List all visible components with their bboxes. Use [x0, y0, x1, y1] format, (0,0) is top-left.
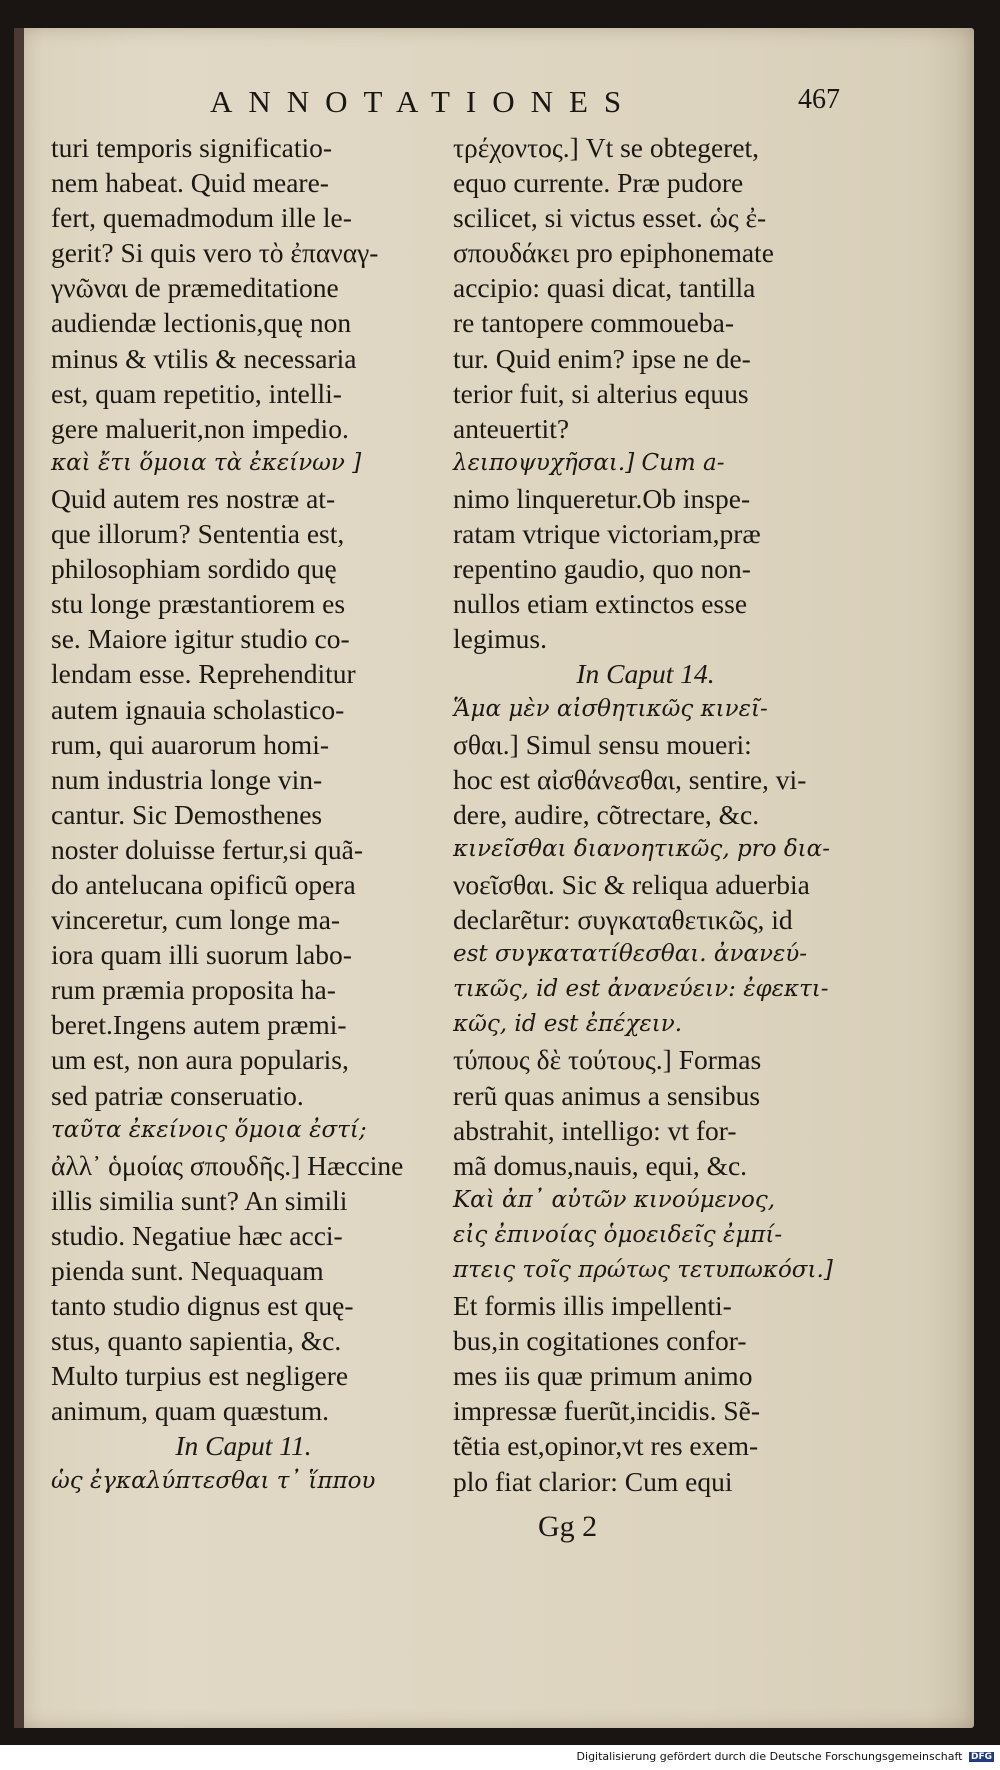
- text-line: terior fuit, si alterius equus: [453, 377, 749, 409]
- text-line: philosophiam sordido quę: [51, 553, 337, 585]
- text-line: πτεις τοῖς πρώτως τετυπωκόσι.]: [453, 1257, 833, 1283]
- text-line: gere maluerit,non impedio.: [51, 412, 349, 444]
- text-line: re tantopere commoueba-: [453, 307, 734, 339]
- text-line: In Caput 14.: [576, 658, 715, 690]
- text-line: σθαι.] Simul sensu moueri:: [453, 728, 752, 760]
- text-line: καὶ ἔτι ὅμοια τὰ ἐκείνων ]: [51, 449, 362, 476]
- text-line: tanto studio dignus est quę-: [51, 1290, 354, 1322]
- text-line: stus, quanto sapientia, &c.: [51, 1325, 342, 1357]
- text-line: Et formis illis impellenti-: [453, 1290, 732, 1322]
- text-line: autem ignauia scholastico-: [51, 693, 345, 725]
- text-line: fert, quemadmodum ille le-: [51, 202, 352, 234]
- text-line: iora quam illi suorum labo-: [51, 939, 352, 971]
- digitization-credit: [577, 1750, 994, 1766]
- text-line: mes iis quæ primum animo: [453, 1360, 753, 1392]
- text-line: rerũ quas animus a sensibus: [453, 1079, 761, 1111]
- text-line: νοεῖσθαι. Sic & reliqua aduerbia: [453, 868, 810, 900]
- text-line: turi temporis significatio-: [51, 132, 333, 163]
- text-line: σπουδάκει pro epiphonemate: [453, 237, 774, 269]
- text-line: hoc est αἰσθάνεσθαι, sentire, vi-: [453, 763, 807, 795]
- page-gutter-edge: [14, 28, 24, 1728]
- text-line: repentino gaudio, quo non-: [453, 553, 751, 585]
- running-header: ANNOTATIONES: [210, 84, 638, 119]
- text-line: audiendæ lectionis,quę non: [51, 307, 352, 339]
- text-line: τρέχοντος.] Vt se obtegeret,: [453, 132, 760, 163]
- text-line: illis similia sunt? An simili: [51, 1184, 348, 1216]
- text-line: εἰς ἐπινοίας ὁμοειδεῖς ἐμπί-: [453, 1221, 783, 1248]
- text-line: ὡς ἐγκαλύπτεσθαι τ᾽ ἵππου: [51, 1467, 376, 1494]
- text-line: impressæ fuerũt,incidis. Sẽ-: [453, 1395, 761, 1427]
- text-line: gerit? Si quis vero τὸ ἐπαναγ-: [51, 237, 379, 269]
- text-line: se. Maiore igitur studio co-: [51, 623, 350, 655]
- text-line: num industria longe vin-: [51, 763, 323, 795]
- text-line: Multo turpius est negligere: [51, 1360, 349, 1392]
- text-line: In Caput 11.: [175, 1430, 312, 1462]
- text-line: accipio: quasi dicat, tantilla: [453, 272, 756, 304]
- text-line: nem habeat. Quid meare-: [51, 167, 329, 199]
- text-line: rum præmia proposita ha-: [51, 974, 336, 1006]
- text-line: vinceretur, cum longe ma-: [51, 904, 341, 936]
- text-line: minus & vtilis & necessaria: [51, 342, 357, 374]
- text-line: ταῦτα ἐκείνοις ὅμοια ἐστί;: [51, 1116, 367, 1143]
- text-line: tur. Quid enim? ipse ne de-: [453, 342, 751, 374]
- left-column: [51, 130, 436, 1499]
- text-line: bus,in cogitationes confor-: [453, 1325, 747, 1357]
- text-line: beret.Ingens autem præmi-: [51, 1009, 347, 1041]
- text-line: sed patriæ conseruatio.: [51, 1079, 304, 1111]
- dfg-logo: DFG: [970, 1752, 992, 1762]
- text-line: pienda sunt. Nequaquam: [51, 1255, 324, 1286]
- text-line: plo fiat clarior: Cum equi: [453, 1465, 733, 1497]
- text-line: declarẽtur: συγκαταθετικῶς, id: [453, 904, 793, 936]
- text-line: Quid autem res nostræ at-: [51, 482, 336, 514]
- text-line: κῶς, id est ἐπέχειν.: [453, 1011, 683, 1038]
- text-line: est, quam repetitio, intelli-: [51, 377, 342, 409]
- signature-mark: Gg 2: [538, 1510, 598, 1543]
- text-line: legimus.: [453, 623, 547, 655]
- text-line: nimo linqueretur.Ob inspe-: [453, 482, 751, 514]
- text-line: mã domus,nauis, equi, &c.: [453, 1149, 748, 1181]
- text-line: um est, non aura popularis,: [51, 1044, 349, 1076]
- text-line: τικῶς, id est ἀνανεύειν: ἐφεκτι-: [453, 976, 829, 1003]
- text-line: nullos etiam extinctos esse: [453, 588, 748, 620]
- text-line: Ἅμα μὲν αἰσθητικῶς κινεῖ-: [453, 695, 768, 722]
- text-line: animum, quam quæstum.: [51, 1395, 330, 1427]
- text-line: rum, qui auarorum homi-: [51, 728, 329, 760]
- text-line: ratam vtrique victoriam,præ: [453, 518, 761, 550]
- text-line: λειποψυχῆσαι.] Cum a-: [453, 449, 725, 476]
- text-line: cantur. Sic Demosthenes: [51, 798, 323, 830]
- text-line: ἀλλ᾽ ὁμοίας σπουδῆς.] Hæccine: [51, 1149, 404, 1181]
- text-line: abstrahit, intelligo: vt for-: [453, 1114, 737, 1146]
- text-line: equo currente. Præ pudore: [453, 167, 744, 199]
- text-line: que illorum? Sententia est,: [51, 518, 345, 550]
- text-line: tẽtia est,opinor,vt res exem-: [453, 1430, 759, 1462]
- page-number: 467: [798, 84, 840, 115]
- text-line: do antelucana opificũ opera: [51, 868, 356, 900]
- credit-text: Digitalisierung gefördert durch die Deutsche Forschungsgemeinschaft: [576, 1750, 963, 1763]
- text-line: lendam esse. Reprehenditur: [51, 658, 356, 690]
- text-line: stu longe præstantiorem es: [51, 588, 346, 620]
- text-line: τύπους δὲ τούτους.] Formas: [453, 1044, 762, 1076]
- text-line: Καὶ ἀπ᾽ αὐτῶν κινούμενος,: [453, 1186, 776, 1213]
- text-line: noster doluisse fertur,si quã-: [51, 833, 364, 865]
- text-line: scilicet, si victus esset. ὡς ἐ-: [453, 202, 767, 234]
- right-column: [453, 130, 838, 1499]
- text-line: studio. Negatiue hæc acci-: [51, 1219, 343, 1251]
- text-line: γνῶναι de præmeditatione: [51, 272, 339, 304]
- text-line: est συγκατατίθεσθαι. ἀνανεύ-: [453, 941, 808, 968]
- text-line: κινεῖσθαι διανοητικῶς, pro δια-: [453, 835, 830, 862]
- text-line: anteuertit?: [453, 412, 570, 444]
- text-line: dere, audire, cõtrectare, &c.: [453, 798, 760, 830]
